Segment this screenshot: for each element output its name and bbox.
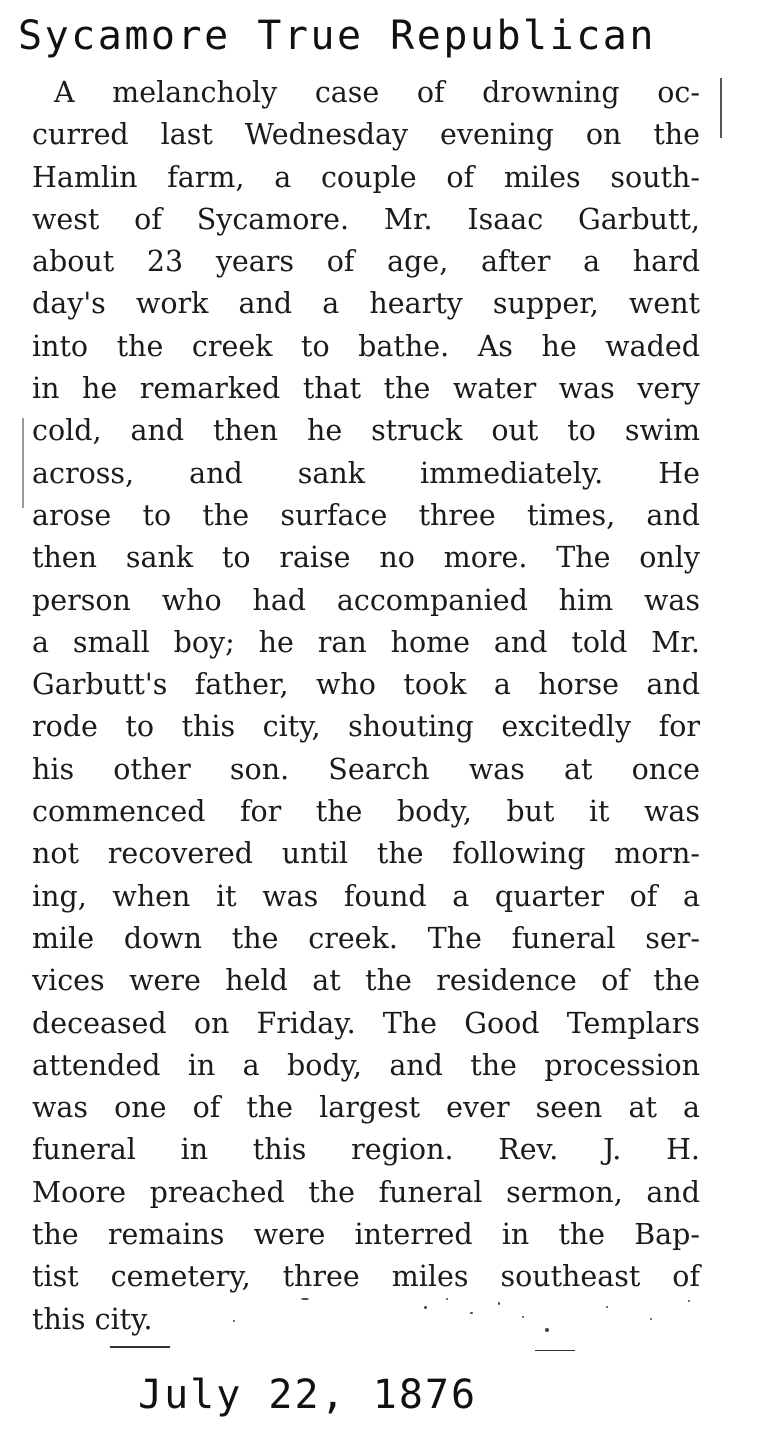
- scan-speck: [545, 1328, 549, 1332]
- article-line: not recovered until the following morn-: [32, 837, 700, 871]
- article-line: commenced for the body, but it was: [32, 795, 700, 829]
- article-line: Garbutt's father, who took a horse and: [32, 668, 700, 702]
- article-line: Moore preached the funeral sermon, and: [32, 1175, 700, 1209]
- scan-speck: [650, 1318, 652, 1320]
- article-line: west of Sycamore. Mr. Isaac Garbutt,: [32, 202, 700, 236]
- scan-speck: [424, 1306, 427, 1309]
- article-line: then sank to raise no more. The only: [32, 541, 700, 575]
- article-clipping: [32, 72, 700, 1341]
- article-line: funeral in this region. Rev. J. H.: [32, 1133, 700, 1167]
- clipping-edge-mark: [22, 418, 24, 508]
- article-line: attended in a body, and the procession: [32, 1048, 700, 1082]
- scan-speck: [606, 1306, 608, 1308]
- clipping-bottom-rule: [110, 1346, 170, 1348]
- article-line: cold, and then he struck out to swim: [32, 414, 700, 448]
- article-line: this city.: [32, 1302, 153, 1336]
- article-line: tist cemetery, three miles southeast of: [32, 1260, 700, 1294]
- article-line: ing, when it was found a quarter of a: [32, 879, 700, 913]
- article-line: deceased on Friday. The Good Templars: [32, 1006, 700, 1040]
- article-line: his other son. Search was at once: [32, 752, 700, 786]
- article-line: across, and sank immediately. He: [32, 456, 700, 490]
- clipping-edge-mark: [720, 78, 722, 138]
- clipping-bottom-rule: [535, 1350, 575, 1351]
- scan-speck: [301, 1298, 309, 1300]
- article-line: person who had accompanied him was: [32, 583, 700, 617]
- scan-speck: [446, 1298, 448, 1300]
- article-line: about 23 years of age, after a hard: [32, 245, 700, 279]
- article-line: in he remarked that the water was very: [32, 372, 700, 406]
- article-line: into the creek to bathe. As he waded: [32, 329, 700, 363]
- article-line: day's work and a hearty supper, went: [32, 287, 700, 321]
- article-line: curred last Wednesday evening on the: [32, 118, 700, 152]
- article-line: Hamlin farm, a couple of miles south-: [32, 160, 700, 194]
- scan-speck: [233, 1320, 235, 1322]
- article-line: mile down the creek. The funeral ser-: [32, 921, 700, 955]
- scan-speck: [470, 1312, 473, 1314]
- article-line: a small boy; he ran home and told Mr.: [32, 625, 700, 659]
- newspaper-masthead: Sycamore True Republican: [18, 13, 656, 59]
- article-line: rode to this city, shouting excitedly for: [32, 710, 700, 744]
- scan-speck: [522, 1316, 524, 1318]
- scan-speck: [688, 1300, 690, 1302]
- article-line: was one of the largest ever seen at a: [32, 1091, 700, 1125]
- article-line: A melancholy case of drowning oc-: [54, 76, 700, 109]
- scan-speck: [498, 1302, 500, 1305]
- article-line: vices were held at the residence of the: [32, 964, 700, 998]
- publication-date: July 22, 1876: [138, 1372, 478, 1418]
- article-line: the remains were interred in the Bap-: [32, 1218, 700, 1252]
- article-line: arose to the surface three times, and: [32, 498, 700, 532]
